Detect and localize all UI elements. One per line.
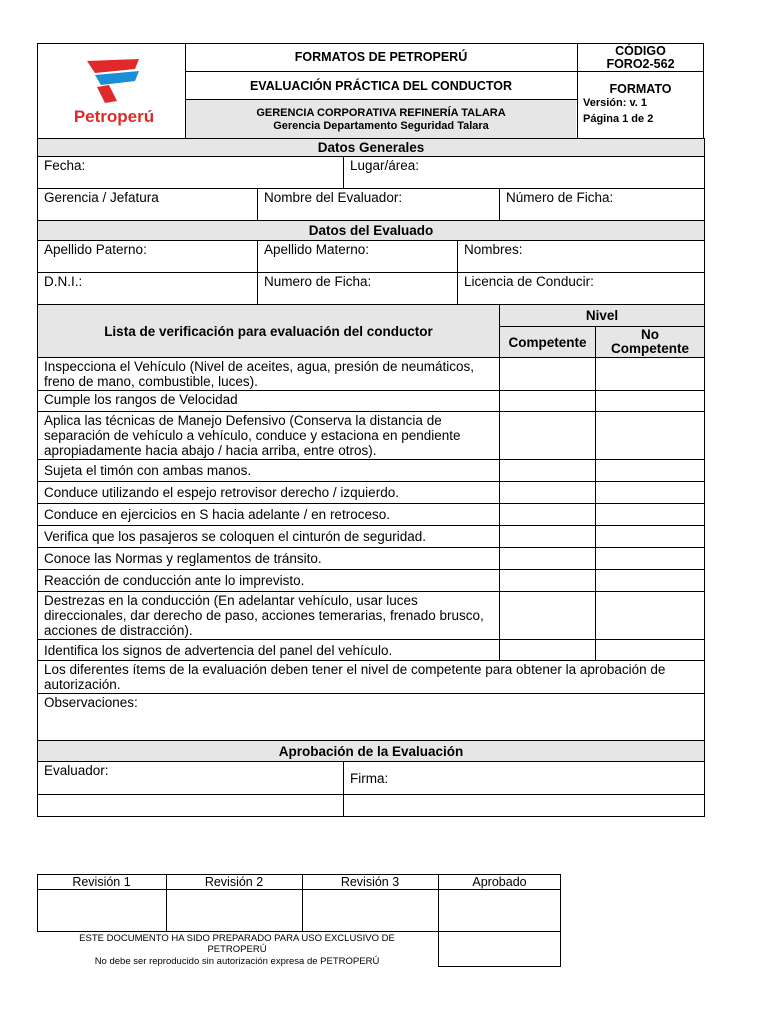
no-competente-checkbox[interactable]: [596, 460, 705, 482]
department-line-2: Gerencia Departamento Seguridad Talara: [273, 120, 489, 132]
checklist-item: Conduce utilizando el espejo retrovisor derecho / izquierdo.: [38, 482, 500, 504]
checklist-row: [38, 592, 705, 640]
checklist-row: [38, 460, 705, 482]
checklist-item: Identifica los signos de advertencia del panel del vehículo.: [38, 640, 500, 661]
firma-field[interactable]: Firma:: [344, 762, 705, 795]
notice-line-1: ESTE DOCUMENTO HA SIDO PREPARADO PARA USO EXCLUSIVO DE PETROPERÚ: [79, 933, 395, 955]
checklist-item: Conoce las Normas y reglamentos de tránsito.: [38, 548, 500, 570]
evaluador-name-field[interactable]: Nombre del Evaluador:: [258, 189, 500, 221]
checklist-note: Los diferentes ítems de la evaluación deben tener el nivel de competente para obtener la aprobación de autorización.: [38, 661, 705, 694]
nombres-field[interactable]: Nombres:: [458, 241, 705, 273]
gerencia-field[interactable]: Gerencia / Jefatura: [38, 189, 258, 221]
checklist-item: Sujeta el timón con ambas manos.: [38, 460, 500, 482]
revision-1-label: Revisión 1: [72, 875, 131, 889]
competente-checkbox[interactable]: [500, 504, 596, 526]
no-competente-checkbox[interactable]: [596, 504, 705, 526]
licencia-field[interactable]: Licencia de Conducir:: [458, 273, 705, 305]
competente-checkbox[interactable]: [500, 526, 596, 548]
ficha-field[interactable]: Número de Ficha:: [500, 189, 705, 221]
competente-checkbox[interactable]: [500, 358, 596, 391]
fecha-field[interactable]: Fecha:: [38, 157, 344, 189]
aprobacion-title: Aprobación de la Evaluación: [38, 741, 705, 762]
checklist-item: Verifica que los pasajeros se coloquen el cinturón de seguridad.: [38, 526, 500, 548]
revision-2-label: Revisión 2: [204, 875, 264, 889]
no-competente-checkbox[interactable]: [596, 570, 705, 592]
competente-checkbox[interactable]: [500, 412, 596, 460]
checklist-row: [38, 504, 705, 526]
observaciones-field[interactable]: Observaciones:: [38, 694, 705, 741]
competente-checkbox[interactable]: [500, 460, 596, 482]
form-subtitle: EVALUACIÓN PRÁCTICA DEL CONDUCTOR: [249, 79, 513, 93]
document-header: [37, 43, 704, 139]
evaluador-blank-cell[interactable]: [38, 795, 344, 817]
checklist-row: [38, 412, 705, 460]
no-competente-checkbox[interactable]: [596, 358, 705, 391]
apellido-paterno-field[interactable]: Apellido Paterno:: [38, 241, 258, 273]
no-competente-checkbox[interactable]: [596, 640, 705, 661]
checklist-row: [38, 526, 705, 548]
department-line-1: GERENCIA CORPORATIVA REFINERÍA TALARA: [256, 107, 506, 119]
competente-checkbox[interactable]: [500, 391, 596, 412]
revision-footer: [37, 874, 561, 967]
evaluador-signature-field[interactable]: Evaluador:: [38, 762, 344, 795]
lugar-field[interactable]: Lugar/área:: [344, 157, 705, 189]
competente-checkbox[interactable]: [500, 640, 596, 661]
checklist-item: Cumple los rangos de Velocidad: [38, 391, 500, 412]
datos-generales-title: Datos Generales: [38, 139, 705, 157]
logo: [39, 43, 186, 139]
firma-blank-cell[interactable]: [344, 795, 705, 817]
checklist-row: [38, 358, 705, 391]
checklist-row: [38, 640, 705, 661]
competente-checkbox[interactable]: [500, 592, 596, 640]
no-competente-checkbox[interactable]: [596, 412, 705, 460]
numero-ficha-field[interactable]: Numero de Ficha:: [258, 273, 458, 305]
revision-3-label: Revisión 3: [340, 875, 400, 889]
formato-label: FORMATO: [609, 82, 672, 96]
page-label: Página 1 de 2: [583, 113, 654, 125]
competente-checkbox[interactable]: [500, 548, 596, 570]
apellido-materno-field[interactable]: Apellido Materno:: [258, 241, 458, 273]
checklist-item: Conduce en ejercicios en S hacia adelante / en retroceso.: [38, 504, 500, 526]
no-competente-checkbox[interactable]: [596, 391, 705, 412]
checklist-row: [38, 548, 705, 570]
code-value: FORO2-562: [606, 57, 675, 71]
checklist-row: [38, 570, 705, 592]
no-competente-checkbox[interactable]: [596, 482, 705, 504]
no-competente-header: No Competente: [596, 327, 705, 358]
no-competente-checkbox[interactable]: [596, 526, 705, 548]
notice-line-2: No debe ser reproducido sin autorización expresa de PETROPERÚ: [94, 956, 380, 967]
code-label: CÓDIGO: [615, 44, 666, 58]
form-title: FORMATOS DE PETROPERÚ: [294, 50, 468, 64]
checklist-item: Inspecciona el Vehículo (Nivel de aceites, agua, presión de neumáticos, freno de mano, combustible, luces).: [38, 358, 500, 391]
checklist-item: Reacción de conducción ante lo imprevisto.: [38, 570, 500, 592]
competente-header: Competente: [500, 327, 596, 358]
checklist-title: Lista de verificación para evaluación del conductor: [38, 305, 500, 358]
datos-evaluado-title: Datos del Evaluado: [38, 221, 705, 241]
dni-field[interactable]: D.N.I.:: [38, 273, 258, 305]
competente-checkbox[interactable]: [500, 570, 596, 592]
checklist-row: [38, 482, 705, 504]
checklist-item: Aplica las técnicas de Manejo Defensivo (Conserva la distancia de separación de vehículo a vehículo, conduce y estaciona en pendiente apropiadamente hacia abajo / hacia arriba, entre otros).: [38, 412, 500, 460]
logo-text: Petroperú: [73, 107, 155, 126]
nivel-header: Nivel: [500, 305, 705, 327]
no-competente-checkbox[interactable]: [596, 548, 705, 570]
checklist-row: [38, 391, 705, 412]
competente-checkbox[interactable]: [500, 482, 596, 504]
no-competente-checkbox[interactable]: [596, 592, 705, 640]
aprobado-label: Aprobado: [472, 875, 527, 889]
checklist-item: Destrezas en la conducción (En adelantar vehículo, usar luces direccionales, dar derecho de paso, acciones temerarias, frenado brusco, acciones de distracción).: [38, 592, 500, 640]
version-label: Versión: v. 1: [583, 97, 647, 109]
evaluation-form: [37, 138, 705, 817]
